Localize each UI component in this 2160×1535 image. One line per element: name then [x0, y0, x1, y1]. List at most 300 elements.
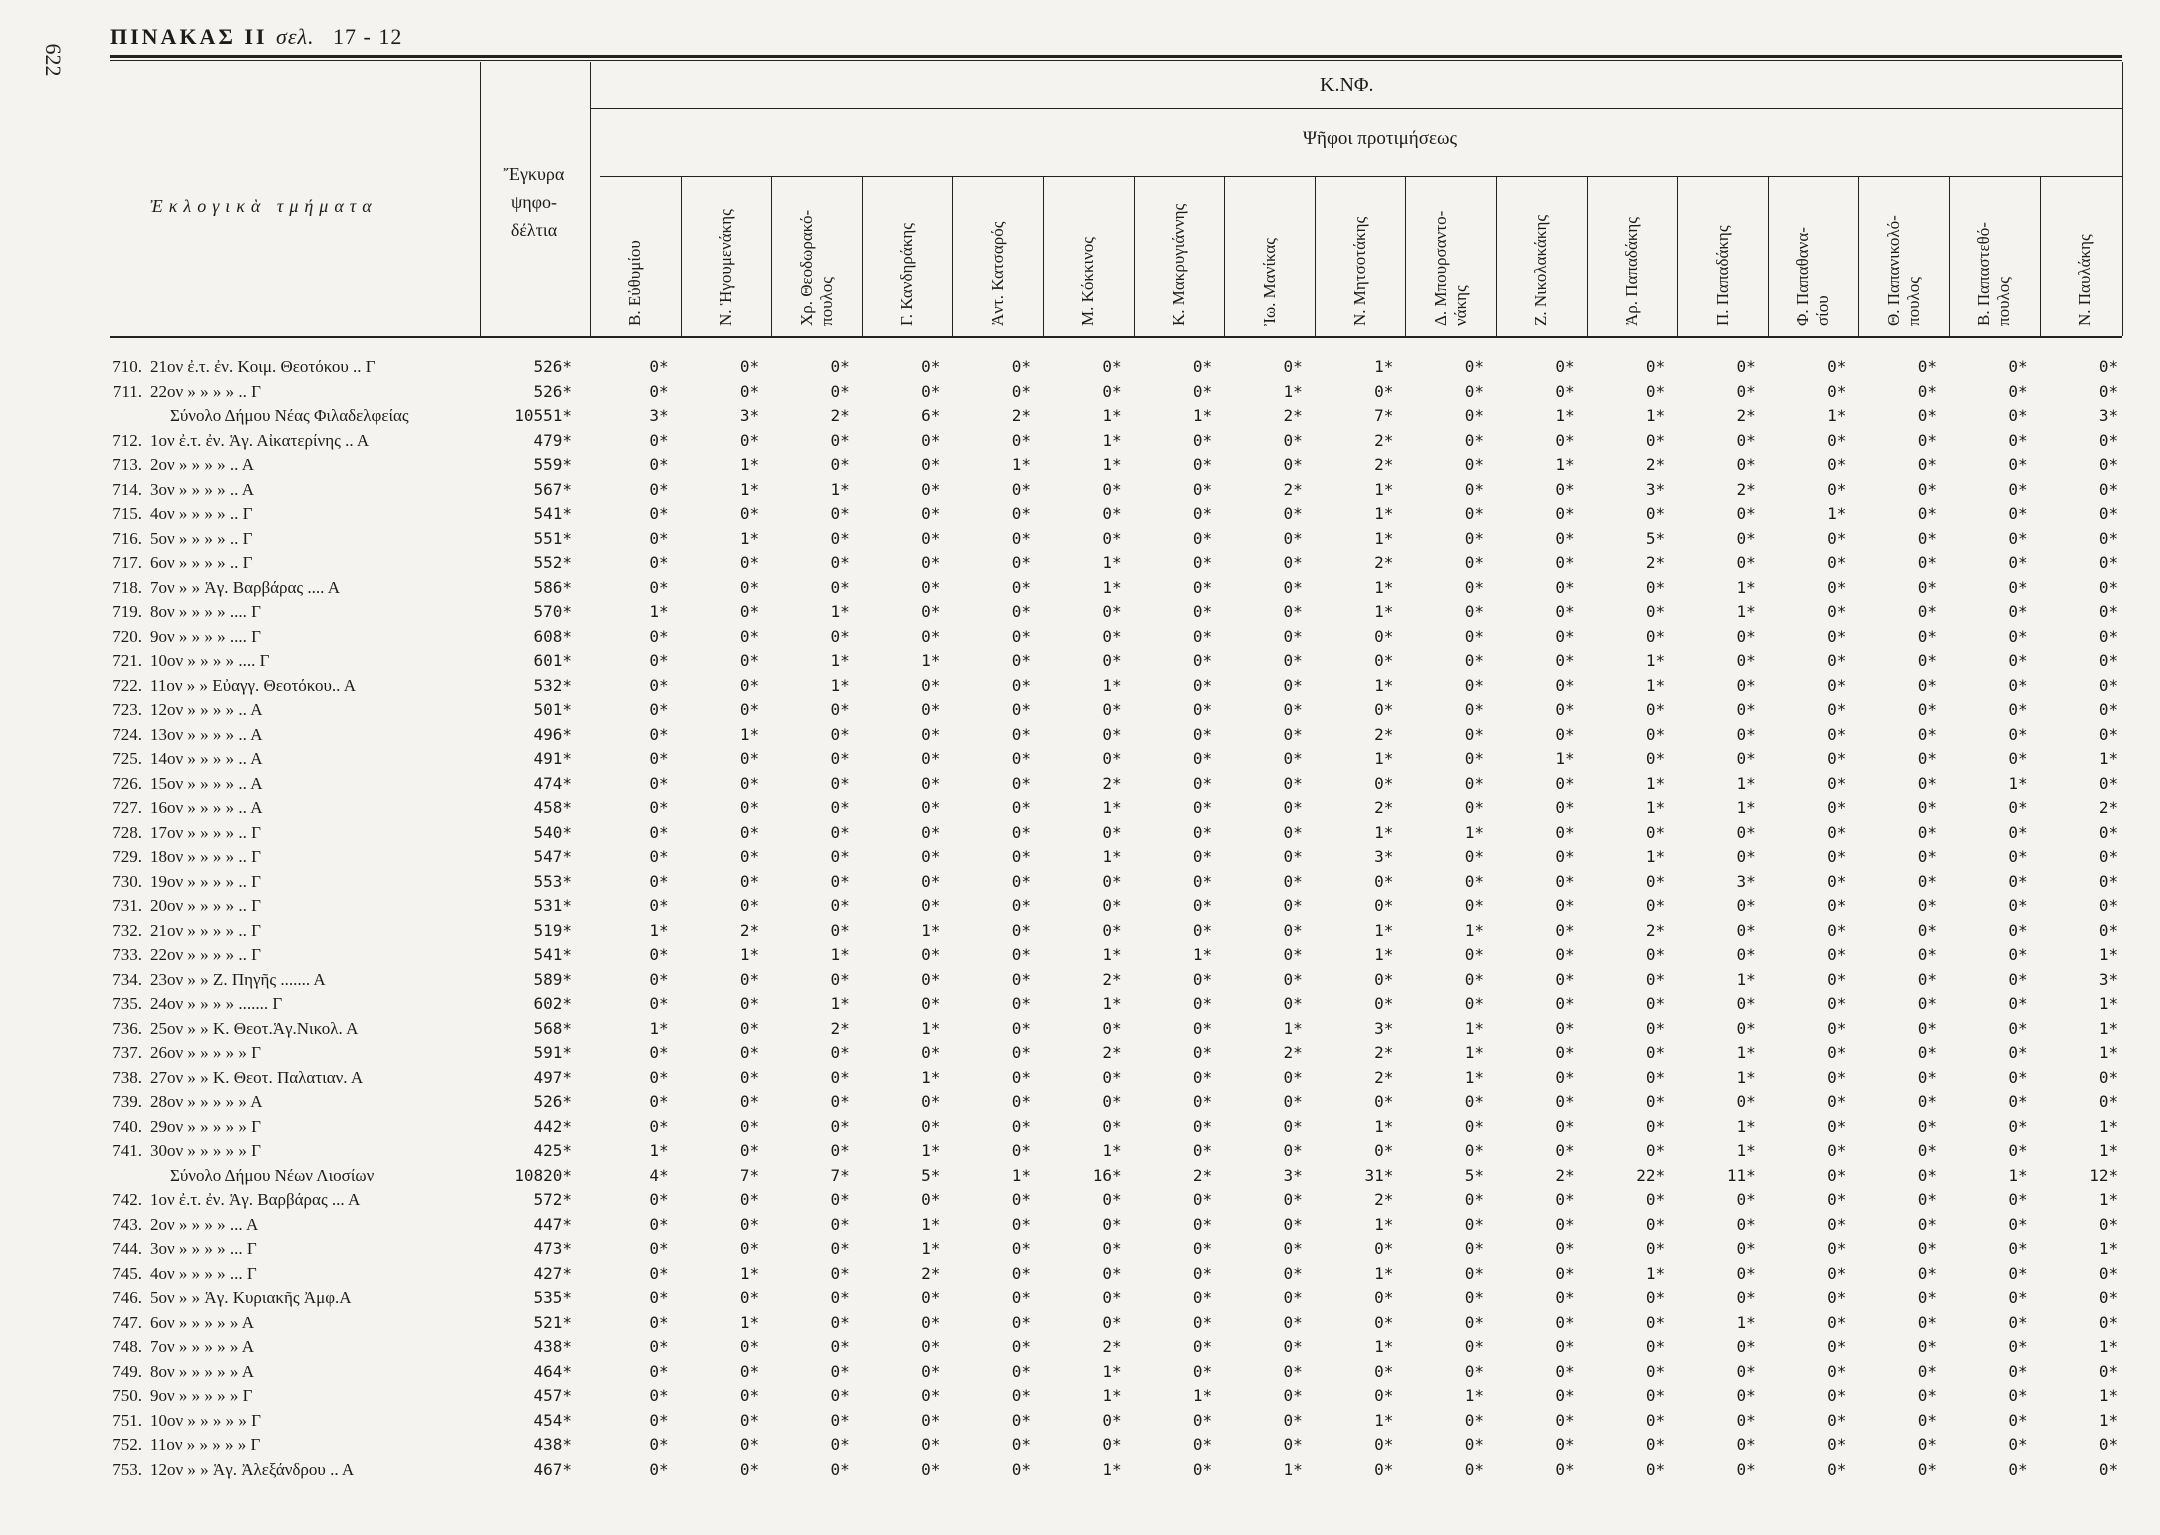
vote-cell: 0* — [1917, 1386, 1937, 1405]
vote-cell: 0* — [1827, 920, 1847, 940]
vote-cell: 0* — [2008, 871, 2028, 891]
vote-cell: 0* — [830, 357, 850, 376]
vote-cell: 1* — [1102, 675, 1122, 695]
vote-cell: 0* — [1283, 994, 1303, 1013]
vote-cell: 2* — [1283, 479, 1303, 499]
vote-cell: 0* — [1102, 626, 1122, 646]
vote-cell: 0* — [2008, 945, 2028, 964]
vote-cell: 0* — [649, 479, 669, 499]
vote-cell: 1* — [1464, 1067, 1484, 1087]
vote-cell: 0* — [1011, 504, 1031, 523]
vote-cell: 0* — [739, 1410, 760, 1430]
table-row — [0, 429, 2160, 453]
vote-cell: 0* — [1283, 945, 1303, 964]
vote-cell: 0* — [1645, 381, 1666, 401]
row-number: 734. — [112, 969, 142, 989]
row-number: 722. — [112, 675, 142, 695]
section-name: 12ον » » » » .. Α — [150, 700, 263, 719]
candidate-header — [1431, 211, 1471, 326]
vote-cell: 0* — [1283, 1435, 1303, 1454]
vote-cell: 2* — [921, 1263, 941, 1283]
vote-cell: 0* — [1827, 381, 1847, 401]
vote-cell: 1* — [1102, 994, 1122, 1013]
vote-cell: 0* — [1736, 504, 1756, 523]
vote-cell: 0* — [1736, 651, 1756, 670]
vote-cell: 0* — [1102, 1435, 1122, 1454]
vote-cell: 0* — [1555, 920, 1575, 940]
section-name: 9ον » » » » .... Γ — [150, 626, 262, 646]
vote-cell: 0* — [1827, 994, 1847, 1013]
table-row — [0, 870, 2160, 894]
page-number: 622 — [41, 43, 66, 77]
table-row — [0, 625, 2160, 649]
vote-cell: 0* — [1827, 455, 1847, 474]
vote-cell: 0* — [1464, 1312, 1484, 1332]
vote-cell: 0* — [739, 1043, 760, 1062]
vote-cell: 0* — [1917, 773, 1937, 793]
vote-cell: 0* — [921, 822, 941, 842]
vote-cell: 0* — [1736, 1190, 1756, 1209]
row-number: 742. — [112, 1190, 142, 1209]
vote-cell: 0* — [1464, 1092, 1484, 1111]
row-number: 715. — [112, 504, 142, 523]
vote-cell: 0* — [1827, 675, 1847, 695]
vote-cell: 1* — [1102, 553, 1122, 572]
vote-cell: 0* — [1827, 1141, 1847, 1160]
vote-cell: 0* — [1011, 1410, 1031, 1430]
header-bottom-rule — [110, 336, 2122, 338]
vote-cell: 2* — [830, 1018, 850, 1038]
row-number: 727. — [112, 798, 142, 817]
vote-cell: 0* — [1555, 847, 1575, 866]
table-row — [0, 600, 2160, 624]
vote-cell: 0* — [1645, 700, 1666, 719]
vote-cell: 0* — [1464, 675, 1484, 695]
vote-cell: 0* — [1917, 1092, 1937, 1111]
vote-cell: 0* — [1464, 455, 1484, 474]
vote-cell: 0* — [2098, 455, 2119, 474]
vote-cell: 0* — [1917, 504, 1937, 523]
vote-cell: 1* — [1645, 651, 1666, 670]
col-divider — [2122, 62, 2123, 336]
col-divider — [1224, 176, 1225, 336]
vote-cell: 0* — [1917, 1337, 1937, 1356]
vote-cell: 0* — [649, 1435, 669, 1454]
table-row — [0, 1433, 2160, 1457]
section-name: 27ον » » Κ. Θεοτ. Παλατιαν. Α — [150, 1067, 364, 1087]
vote-cell: 0* — [921, 381, 941, 401]
vote-cell: 0* — [1555, 994, 1575, 1013]
vote-cell: 1* — [1192, 406, 1213, 425]
vote-cell: 0* — [739, 749, 760, 768]
vote-cell: 0* — [739, 675, 760, 695]
vote-cell: 0* — [1645, 602, 1666, 621]
vote-cell: 1* — [649, 1141, 669, 1160]
vote-cell: 0* — [1011, 994, 1031, 1013]
vote-cell: 0* — [1827, 626, 1847, 646]
vote-cell: 0* — [1827, 1386, 1847, 1405]
vote-cell: 0* — [1192, 1337, 1213, 1356]
vote-cell: 0* — [1102, 1312, 1122, 1332]
vote-cell: 2* — [1374, 1067, 1394, 1087]
vote-cell: 0* — [1645, 504, 1666, 523]
col-divider — [681, 176, 682, 336]
vote-cell: 0* — [830, 1288, 850, 1307]
vote-cell: 0* — [1555, 528, 1575, 548]
vote-cell: 0* — [2008, 1459, 2028, 1479]
vote-cell: 1* — [1645, 675, 1666, 695]
vote-cell: 0* — [1917, 1018, 1937, 1038]
row-number: 749. — [112, 1361, 142, 1381]
vote-cell: 0* — [1192, 749, 1213, 768]
vote-cell: 0* — [1827, 577, 1847, 597]
row-number: 712. — [112, 430, 142, 450]
vote-cell: 0* — [1464, 430, 1484, 450]
vote-cell: 0* — [2098, 1312, 2119, 1332]
vote-cell: 0* — [1827, 871, 1847, 891]
section-name: 3ον » » » » .. Α — [150, 479, 255, 499]
vote-cell: 0* — [1555, 1067, 1575, 1087]
valid-ballots-cell: 559* — [533, 455, 572, 474]
row-number: 719. — [112, 602, 142, 621]
vote-cell: 0* — [1917, 1165, 1937, 1185]
vote-cell: 0* — [830, 1043, 850, 1062]
vote-cell: 0* — [1555, 1141, 1575, 1160]
vote-cell: 0* — [921, 1435, 941, 1454]
vote-cell: 0* — [739, 1190, 760, 1209]
vote-cell: 0* — [1464, 1141, 1484, 1160]
section-name: 4ον » » » » ... Γ — [150, 1263, 257, 1283]
vote-cell: 0* — [2008, 822, 2028, 842]
table-row — [0, 1066, 2160, 1090]
vote-cell: 0* — [1464, 1288, 1484, 1307]
vote-cell: 0* — [2008, 406, 2028, 425]
vote-cell: 0* — [1555, 1312, 1575, 1332]
vote-cell: 0* — [739, 1092, 760, 1111]
vote-cell: 0* — [1192, 528, 1213, 548]
vote-cell: 0* — [739, 504, 760, 523]
col-divider — [1496, 176, 1497, 336]
table-row — [0, 1017, 2160, 1041]
valid-ballots-cell: 501* — [533, 700, 572, 719]
vote-cell: 0* — [1645, 822, 1666, 842]
candidate-header — [1169, 204, 1189, 326]
vote-cell: 0* — [1827, 1459, 1847, 1479]
table-row — [0, 1384, 2160, 1408]
vote-cell: 0* — [1011, 1459, 1031, 1479]
table-row — [0, 1262, 2160, 1286]
vote-cell: 0* — [649, 1116, 669, 1136]
vote-cell: 1* — [1645, 798, 1666, 817]
vote-cell: 0* — [1917, 1459, 1937, 1479]
vote-cell: 0* — [1011, 1018, 1031, 1038]
vote-cell: 0* — [1374, 1288, 1394, 1307]
vote-cell: 1* — [1736, 773, 1756, 793]
vote-cell: 0* — [1917, 798, 1937, 817]
vote-cell: 0* — [739, 651, 760, 670]
vote-cell: 0* — [1192, 553, 1213, 572]
vote-cell: 0* — [1283, 1067, 1303, 1087]
vote-cell: 0* — [1283, 1410, 1303, 1430]
valid-ballots-cell: 479* — [533, 430, 572, 450]
candidate-header-line: Ν. Παυλάκης — [2074, 234, 2094, 326]
vote-cell: 0* — [2008, 1312, 2028, 1332]
votes-rule — [600, 176, 2122, 177]
vote-cell: 0* — [739, 1459, 760, 1479]
vote-cell: 0* — [1645, 724, 1666, 744]
row-number: 730. — [112, 871, 142, 891]
vote-cell: 0* — [1283, 1263, 1303, 1283]
vote-cell: 0* — [1555, 945, 1575, 964]
vote-cell: 0* — [921, 1092, 941, 1111]
vote-cell: 7* — [1374, 406, 1394, 425]
vote-cell: 0* — [1645, 994, 1666, 1013]
vote-cell: 0* — [1464, 577, 1484, 597]
vote-cell: 0* — [2008, 1092, 2028, 1111]
vote-cell: 1* — [830, 651, 850, 670]
vote-cell: 0* — [1464, 1410, 1484, 1430]
vote-cell: 0* — [1555, 553, 1575, 572]
vote-cell: 0* — [1192, 798, 1213, 817]
vote-cell: 0* — [1464, 528, 1484, 548]
vote-cell: 0* — [649, 945, 669, 964]
vote-cell: 0* — [1283, 1337, 1303, 1356]
vote-cell: 0* — [830, 1239, 850, 1258]
vote-cell: 0* — [1464, 651, 1484, 670]
vote-cell: 0* — [1011, 528, 1031, 548]
vote-cell: 0* — [1555, 1018, 1575, 1038]
vote-cell: 0* — [1917, 871, 1937, 891]
vote-cell: 1* — [1736, 798, 1756, 817]
vote-cell: 0* — [1011, 896, 1031, 915]
vote-cell: 1* — [2098, 1116, 2119, 1136]
table-row — [0, 1041, 2160, 1065]
valid-ballots-cell: 497* — [533, 1067, 572, 1087]
row-number: 726. — [112, 773, 142, 793]
vote-cell: 1* — [1102, 430, 1122, 450]
vote-cell: 0* — [921, 479, 941, 499]
vote-cell: 0* — [649, 994, 669, 1013]
candidate-header — [988, 222, 1008, 326]
vote-cell: 1* — [1102, 1361, 1122, 1381]
vote-cell: 0* — [1645, 749, 1666, 768]
vote-cell: 0* — [1464, 357, 1484, 376]
vote-cell: 0* — [1555, 1214, 1575, 1234]
candidate-header-line: πουλος — [1903, 277, 1923, 326]
vote-cell: 0* — [1192, 1214, 1213, 1234]
vote-cell: 0* — [1464, 1116, 1484, 1136]
vote-cell: 1* — [1736, 1067, 1756, 1087]
valid-ballots-cell: 532* — [533, 675, 572, 695]
valid-ballots-line-3: δέλτια — [510, 220, 558, 240]
vote-cell: 0* — [739, 1141, 760, 1160]
vote-cell: 31* — [1364, 1165, 1394, 1185]
vote-cell: 1* — [739, 528, 760, 548]
valid-ballots-cell: 553* — [533, 871, 572, 891]
vote-cell: 0* — [1917, 1141, 1937, 1160]
vote-cell: 0* — [1283, 847, 1303, 866]
vote-cell: 1* — [2008, 1165, 2028, 1185]
vote-cell: 0* — [1374, 1312, 1394, 1332]
section-name: 18ον » » » » .. Γ — [150, 847, 262, 866]
vote-cell: 0* — [1011, 430, 1031, 450]
vote-cell: 0* — [1102, 920, 1122, 940]
vote-cell: 0* — [739, 1337, 760, 1356]
vote-cell: 5* — [921, 1165, 941, 1185]
valid-ballots-cell: 547* — [533, 847, 572, 866]
vote-cell: 2* — [2098, 798, 2119, 817]
vote-cell: 0* — [1283, 1190, 1303, 1209]
vote-cell: 0* — [1283, 626, 1303, 646]
valid-ballots-cell: 541* — [533, 504, 572, 523]
vote-cell: 0* — [2008, 1361, 2028, 1381]
vote-cell: 0* — [921, 455, 941, 474]
vote-cell: 3* — [1283, 1165, 1303, 1185]
vote-cell: 0* — [649, 675, 669, 695]
vote-cell: 0* — [1192, 773, 1213, 793]
row-number: 744. — [112, 1239, 142, 1258]
table-title-sub: σελ. — [275, 24, 315, 49]
vote-cell: 0* — [1102, 700, 1122, 719]
valid-ballots-cell: 531* — [533, 896, 572, 915]
vote-cell: 0* — [649, 1043, 669, 1062]
vote-cell: 0* — [1555, 1043, 1575, 1062]
vote-cell: 0* — [1917, 896, 1937, 915]
vote-cell: 0* — [1645, 1018, 1666, 1038]
vote-cell: 1* — [649, 602, 669, 621]
vote-cell: 0* — [830, 1386, 850, 1405]
row-number: 718. — [112, 577, 142, 597]
vote-cell: 1* — [2098, 1018, 2119, 1038]
vote-cell: 0* — [1736, 1361, 1756, 1381]
valid-ballots-cell: 526* — [533, 357, 572, 376]
vote-cell: 1* — [1374, 577, 1394, 597]
vote-cell: 0* — [2008, 798, 2028, 817]
vote-cell: 0* — [2098, 675, 2119, 695]
section-name: 2ον » » » » .. Α — [150, 455, 255, 474]
vote-cell: 0* — [1283, 798, 1303, 817]
valid-ballots-header — [482, 160, 586, 244]
valid-ballots-cell: 591* — [533, 1043, 572, 1062]
valid-ballots-cell: 586* — [533, 577, 572, 597]
candidate-header-line: Π. Παπαδάκης — [1712, 225, 1732, 326]
vote-cell: 0* — [921, 945, 941, 964]
vote-cell: 0* — [1736, 994, 1756, 1013]
vote-cell: 0* — [1011, 357, 1031, 376]
vote-cell: 0* — [921, 577, 941, 597]
vote-cell: 0* — [1192, 430, 1213, 450]
row-number: 728. — [112, 822, 142, 842]
valid-ballots-cell: 496* — [533, 724, 572, 744]
vote-cell: 0* — [649, 1239, 669, 1258]
vote-cell: 0* — [830, 528, 850, 548]
vote-cell: 0* — [2098, 1361, 2119, 1381]
vote-cell: 0* — [2008, 626, 2028, 646]
vote-cell: 1* — [1374, 945, 1394, 964]
vote-cell: 0* — [1827, 798, 1847, 817]
vote-cell: 0* — [739, 602, 760, 621]
vote-cell: 3* — [1736, 871, 1756, 891]
table-row — [0, 551, 2160, 575]
vote-cell: 0* — [1011, 1361, 1031, 1381]
vote-cell: 0* — [1736, 1239, 1756, 1258]
vote-cell: 0* — [1192, 1312, 1213, 1332]
vote-cell: 4* — [649, 1165, 669, 1185]
vote-cell: 0* — [1555, 1190, 1575, 1209]
vote-cell: 0* — [2008, 1410, 2028, 1430]
vote-cell: 0* — [830, 577, 850, 597]
valid-ballots-cell: 552* — [533, 553, 572, 572]
section-name: 16ον » » » » .. Α — [150, 798, 263, 817]
vote-cell: 0* — [1827, 1435, 1847, 1454]
vote-cell: 0* — [649, 430, 669, 450]
row-number: 737. — [112, 1043, 142, 1062]
vote-cell: 0* — [649, 847, 669, 866]
vote-cell: 1* — [1736, 1141, 1756, 1160]
vote-cell: 0* — [1555, 577, 1575, 597]
vote-cell: 0* — [921, 1116, 941, 1136]
vote-cell: 0* — [1102, 822, 1122, 842]
valid-ballots-cell: 541* — [533, 945, 572, 964]
vote-cell: 6* — [921, 406, 941, 425]
vote-cell: 0* — [1011, 822, 1031, 842]
total-row — [0, 1164, 2160, 1188]
valid-ballots-cell: 464* — [533, 1361, 572, 1381]
vote-cell: 0* — [1011, 1092, 1031, 1111]
valid-ballots-cell: 10820* — [514, 1165, 572, 1185]
vote-cell: 0* — [739, 1018, 760, 1038]
vote-cell: 0* — [830, 430, 850, 450]
vote-cell: 0* — [1827, 1214, 1847, 1234]
vote-cell: 0* — [921, 528, 941, 548]
vote-cell: 0* — [830, 381, 850, 401]
vote-cell: 0* — [1645, 1141, 1666, 1160]
vote-cell: 3* — [1374, 1018, 1394, 1038]
vote-cell: 1* — [1645, 1263, 1666, 1283]
table-row — [0, 674, 2160, 698]
section-name: 24ον » » » » ....... Γ — [150, 994, 283, 1013]
vote-cell: 0* — [1102, 871, 1122, 891]
vote-cell: 0* — [1555, 1239, 1575, 1258]
col-divider — [862, 176, 863, 336]
section-name: 2ον » » » » ... Α — [150, 1214, 259, 1234]
table-row — [0, 649, 2160, 673]
vote-cell: 0* — [1192, 1067, 1213, 1087]
vote-cell: 2* — [1192, 1165, 1213, 1185]
valid-ballots-cell: 447* — [533, 1214, 572, 1234]
vote-cell: 3* — [739, 406, 760, 425]
vote-cell: 0* — [1011, 651, 1031, 670]
vote-cell: 0* — [1283, 724, 1303, 744]
vote-cell: 0* — [1374, 896, 1394, 915]
vote-cell: 0* — [1555, 381, 1575, 401]
vote-cell: 0* — [1917, 945, 1937, 964]
section-name: 22ον » » » » .. Γ — [150, 945, 262, 964]
vote-cell: 0* — [1827, 945, 1847, 964]
table-row — [0, 527, 2160, 551]
vote-cell: 0* — [1645, 357, 1666, 376]
candidate-header — [1713, 225, 1733, 326]
vote-cell: 2* — [1374, 553, 1394, 572]
vote-cell: 0* — [830, 1092, 850, 1111]
vote-cell: 1* — [1827, 504, 1847, 523]
vote-cell: 0* — [1102, 1239, 1122, 1258]
vote-cell: 0* — [2098, 822, 2119, 842]
section-name: 13ον » » » » .. Α — [150, 724, 263, 744]
vote-cell: 0* — [1555, 357, 1575, 376]
vote-cell: 0* — [1374, 1141, 1394, 1160]
col-divider — [1858, 176, 1859, 336]
